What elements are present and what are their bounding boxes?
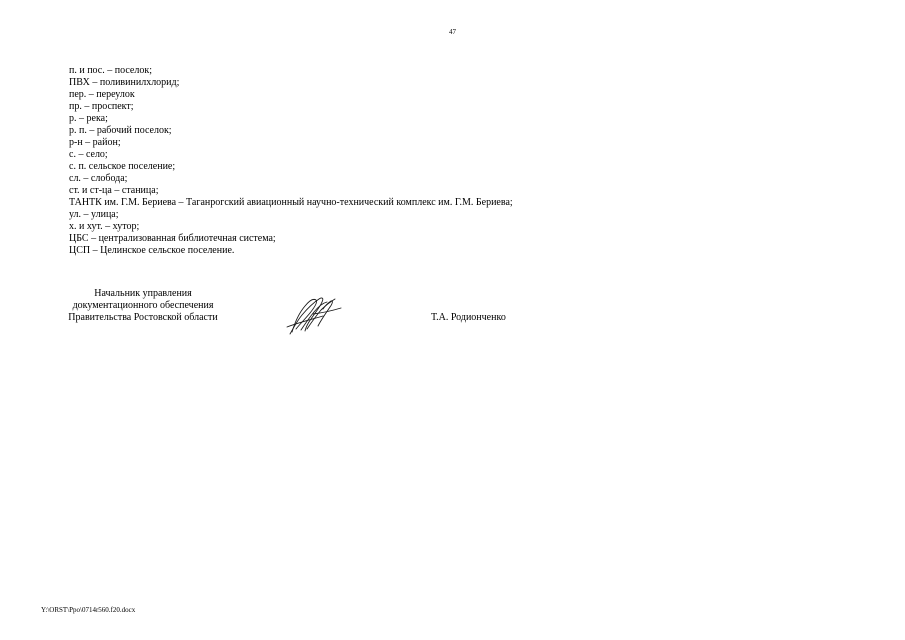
list-item: п. и пос. – поселок; (69, 65, 152, 76)
list-item: с. п. сельское поселение; (69, 161, 176, 172)
list-item: р-н – район; (69, 137, 121, 148)
list-item: р. – река; (69, 113, 108, 124)
signatory-title-line: Начальник управления (94, 288, 192, 299)
signatory-title-line: Правительства Ростовской области (68, 312, 218, 323)
handwritten-signature (283, 294, 347, 336)
file-path: Y:\ORST\Ppo\0714r560.f20.docx (41, 606, 136, 614)
list-item: сл. – слобода; (69, 173, 128, 184)
abbreviation-list (69, 65, 513, 257)
signatory-title (20, 288, 266, 324)
list-item: ст. и ст-ца – станица; (69, 185, 159, 196)
list-item: ТАНТК им. Г.М. Бериева – Таганрогский авиационный научно-технический комплекс им. Г.М. Бериева; (69, 197, 513, 208)
signatory-title-line: документационного обеспечения (72, 300, 214, 311)
list-item: х. и хут. – хутор; (69, 221, 140, 232)
page-number: 47 (449, 28, 456, 36)
list-item: с. – село; (69, 149, 108, 160)
signatory-name: Т.А. Родионченко (431, 312, 506, 323)
list-item: ЦСП – Целинское сельское поселение. (69, 245, 235, 256)
list-item: ЦБС – централизованная библиотечная система; (69, 233, 276, 244)
list-item: пр. – проспект; (69, 101, 134, 112)
list-item: пер. – переулок (69, 89, 135, 100)
list-item: ПВХ – поливинилхлорид; (69, 77, 180, 88)
list-item: р. п. – рабочий поселок; (69, 125, 172, 136)
list-item: ул. – улица; (69, 209, 119, 220)
